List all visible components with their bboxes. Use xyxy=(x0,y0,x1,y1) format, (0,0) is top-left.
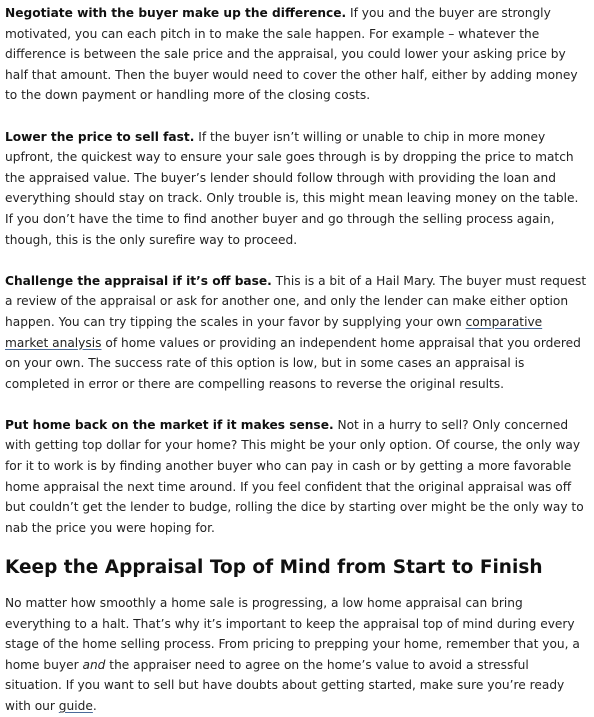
paragraph-negotiate xyxy=(5,3,589,106)
section-heading: Keep the Appraisal Top of Mind from Start to Finish xyxy=(5,557,543,579)
paragraph-lower-price xyxy=(5,127,589,251)
paragraph-lead: Put home back on the market if it makes sense. xyxy=(5,417,334,432)
paragraph-text: of home values or providing an independent home appraisal that you ordered on your own. The success rate of this option is low, but in some cases an appraisal is completed in error or there are compelling reasons to reverse the original results. xyxy=(5,335,581,391)
paragraph-lead: Lower the price to sell fast. xyxy=(5,129,195,144)
guide-link[interactable]: guide xyxy=(58,699,93,713)
paragraph-closing xyxy=(5,593,589,717)
paragraph-text: No matter how smoothly a home sale is progressing, a low home appraisal can bring everything to a halt. That’s why it’s important to keep the appraisal top of mind during every stage of the home selling process. From pricing to prepping your home, remember that you, a home buyer xyxy=(5,596,580,672)
paragraph-text: If you and the buyer are strongly motivated, you can each pitch in to make the sale happen. For example – whatever the difference is between the sale price and the appraisal, you could lower your asking price by half that amount. Then the buyer would need to cover the other half, either by adding money to the down payment or handling more of the closing costs. xyxy=(5,6,578,103)
paragraph-text: the appraiser need to agree on the home’s value to avoid a stressful situation. If you want to sell but have doubts about getting started, make sure you’re ready with our xyxy=(5,657,565,713)
paragraph-lead: Negotiate with the buyer make up the difference. xyxy=(5,6,347,20)
paragraph-challenge-appraisal xyxy=(5,271,589,395)
paragraph-relist-home xyxy=(5,415,589,539)
paragraph-text: This is a bit of a Hail Mary. The buyer must request a review of the appraisal or ask for another one, and only the lender can make either option happen. You can try tipping the scales in your favor by supplying your own xyxy=(5,273,587,329)
article-body xyxy=(5,3,589,717)
emphasis-text: and xyxy=(82,657,106,672)
paragraph-text: If the buyer isn’t willing or unable to chip in more money upfront, the quickest way to ensure your sale goes through is by dropping the price to match the appraised value. The buyer’s lender should follow through with providing the loan and everything should stay on track. Only trouble is, this might mean leaving money on the table. If you don’t have the time to find another buyer and go through the selling process again, though, this is the only surefire way to proceed. xyxy=(5,129,579,247)
comparative-market-analysis-link[interactable]: comparative market analysis xyxy=(5,314,543,350)
paragraph-lead: Challenge the appraisal if it’s off base. xyxy=(5,273,272,288)
paragraph-text: . xyxy=(92,699,97,713)
paragraph-text: Not in a hurry to sell? Only concerned with getting top dollar for your home? This might be your only option. Of course, the only way for it to work is by finding another buyer who can pay in cash or by getting a more favorable home appraisal the next time around. If you feel confident that the original appraisal was off but couldn’t get the lender to budge, rolling the dice by starting over might be the only way to nab the price you were hoping for. xyxy=(5,417,584,535)
